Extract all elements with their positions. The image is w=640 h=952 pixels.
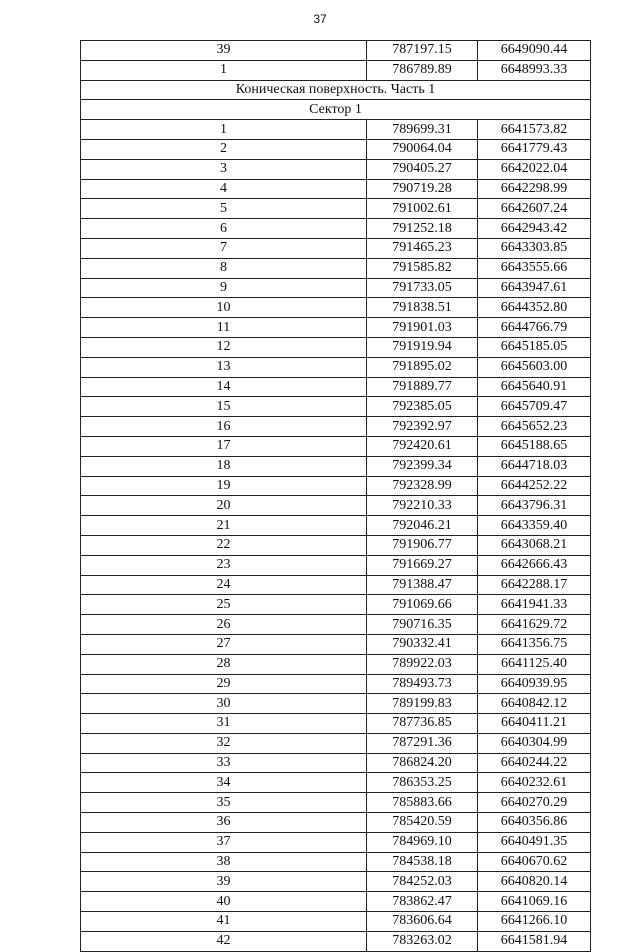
y-coordinate-cell: 6641779.43 [478, 139, 591, 159]
y-coordinate-cell: 6644766.79 [478, 318, 591, 338]
x-coordinate-cell: 784538.18 [367, 852, 478, 872]
point-number-cell: 24 [81, 575, 367, 595]
table-row [81, 516, 591, 536]
point-number-cell: 39 [81, 41, 367, 61]
point-number-cell: 13 [81, 357, 367, 377]
table-row [81, 852, 591, 872]
table-row [81, 595, 591, 615]
table-row [81, 535, 591, 555]
point-number-cell: 14 [81, 377, 367, 397]
point-number-cell: 39 [81, 872, 367, 892]
table-row [81, 832, 591, 852]
point-number-cell: 21 [81, 516, 367, 536]
x-coordinate-cell: 792385.05 [367, 397, 478, 417]
table-row [81, 199, 591, 219]
table-row [81, 456, 591, 476]
table-row [81, 575, 591, 595]
point-number-cell: 2 [81, 139, 367, 159]
table-row [81, 892, 591, 912]
table-row [81, 793, 591, 813]
table-row [81, 694, 591, 714]
point-number-cell: 41 [81, 912, 367, 932]
x-coordinate-cell: 791669.27 [367, 555, 478, 575]
x-coordinate-cell: 791388.47 [367, 575, 478, 595]
x-coordinate-cell: 786824.20 [367, 753, 478, 773]
table-row [81, 318, 591, 338]
point-number-cell: 12 [81, 337, 367, 357]
y-coordinate-cell: 6642022.04 [478, 159, 591, 179]
y-coordinate-cell: 6640842.12 [478, 694, 591, 714]
y-coordinate-cell: 6640820.14 [478, 872, 591, 892]
table-row [81, 654, 591, 674]
x-coordinate-cell: 791901.03 [367, 318, 478, 338]
point-number-cell: 17 [81, 436, 367, 456]
point-number-cell: 10 [81, 298, 367, 318]
x-coordinate-cell: 786353.25 [367, 773, 478, 793]
point-number-cell: 9 [81, 278, 367, 298]
table-row [81, 139, 591, 159]
point-number-cell: 11 [81, 318, 367, 338]
section-header-row [81, 80, 591, 100]
y-coordinate-cell: 6640270.29 [478, 793, 591, 813]
x-coordinate-cell: 783263.02 [367, 931, 478, 951]
table-row [81, 41, 591, 61]
table-row [81, 397, 591, 417]
point-number-cell: 22 [81, 535, 367, 555]
x-coordinate-cell: 792328.99 [367, 476, 478, 496]
x-coordinate-cell: 792046.21 [367, 516, 478, 536]
x-coordinate-cell: 792210.33 [367, 496, 478, 516]
y-coordinate-cell: 6645185.05 [478, 337, 591, 357]
y-coordinate-cell: 6643303.85 [478, 238, 591, 258]
point-number-cell: 35 [81, 793, 367, 813]
x-coordinate-cell: 791906.77 [367, 535, 478, 555]
y-coordinate-cell: 6645188.65 [478, 436, 591, 456]
y-coordinate-cell: 6649090.44 [478, 41, 591, 61]
y-coordinate-cell: 6641069.16 [478, 892, 591, 912]
point-number-cell: 8 [81, 258, 367, 278]
table-row [81, 337, 591, 357]
x-coordinate-cell: 791919.94 [367, 337, 478, 357]
table-row [81, 159, 591, 179]
table-row [81, 219, 591, 239]
point-number-cell: 30 [81, 694, 367, 714]
coordinates-table-body [81, 41, 591, 952]
y-coordinate-cell: 6648993.33 [478, 60, 591, 80]
point-number-cell: 23 [81, 555, 367, 575]
y-coordinate-cell: 6641581.94 [478, 931, 591, 951]
x-coordinate-cell: 784252.03 [367, 872, 478, 892]
sector-header-row [81, 100, 591, 120]
x-coordinate-cell: 787291.36 [367, 733, 478, 753]
x-coordinate-cell: 789493.73 [367, 674, 478, 694]
point-number-cell: 38 [81, 852, 367, 872]
x-coordinate-cell: 790064.04 [367, 139, 478, 159]
y-coordinate-cell: 6641266.10 [478, 912, 591, 932]
point-number-cell: 26 [81, 615, 367, 635]
table-row [81, 674, 591, 694]
y-coordinate-cell: 6640939.95 [478, 674, 591, 694]
table-row [81, 278, 591, 298]
table-row [81, 377, 591, 397]
x-coordinate-cell: 785420.59 [367, 813, 478, 833]
point-number-cell: 32 [81, 733, 367, 753]
table-row [81, 872, 591, 892]
y-coordinate-cell: 6642288.17 [478, 575, 591, 595]
table-row [81, 813, 591, 833]
coordinates-table [80, 40, 591, 952]
table-row [81, 258, 591, 278]
table-row [81, 120, 591, 140]
table-row [81, 733, 591, 753]
table-row [81, 615, 591, 635]
point-number-cell: 33 [81, 753, 367, 773]
table-row [81, 436, 591, 456]
point-number-cell: 15 [81, 397, 367, 417]
y-coordinate-cell: 6643068.21 [478, 535, 591, 555]
x-coordinate-cell: 792420.61 [367, 436, 478, 456]
point-number-cell: 25 [81, 595, 367, 615]
table-row [81, 714, 591, 734]
x-coordinate-cell: 787197.15 [367, 41, 478, 61]
table-row [81, 476, 591, 496]
y-coordinate-cell: 6640356.86 [478, 813, 591, 833]
y-coordinate-cell: 6644352.80 [478, 298, 591, 318]
point-number-cell: 1 [81, 120, 367, 140]
y-coordinate-cell: 6642607.24 [478, 199, 591, 219]
x-coordinate-cell: 791585.82 [367, 258, 478, 278]
x-coordinate-cell: 791889.77 [367, 377, 478, 397]
y-coordinate-cell: 6640670.62 [478, 852, 591, 872]
point-number-cell: 28 [81, 654, 367, 674]
point-number-cell: 3 [81, 159, 367, 179]
table-row [81, 60, 591, 80]
y-coordinate-cell: 6640304.99 [478, 733, 591, 753]
y-coordinate-cell: 6641941.33 [478, 595, 591, 615]
y-coordinate-cell: 6643796.31 [478, 496, 591, 516]
point-number-cell: 37 [81, 832, 367, 852]
x-coordinate-cell: 791252.18 [367, 219, 478, 239]
table-row [81, 179, 591, 199]
table-row [81, 555, 591, 575]
x-coordinate-cell: 791838.51 [367, 298, 478, 318]
point-number-cell: 29 [81, 674, 367, 694]
y-coordinate-cell: 6643359.40 [478, 516, 591, 536]
x-coordinate-cell: 790332.41 [367, 634, 478, 654]
table-row [81, 753, 591, 773]
table-row [81, 931, 591, 951]
x-coordinate-cell: 783862.47 [367, 892, 478, 912]
point-number-cell: 7 [81, 238, 367, 258]
point-number-cell: 40 [81, 892, 367, 912]
y-coordinate-cell: 6641125.40 [478, 654, 591, 674]
y-coordinate-cell: 6641356.75 [478, 634, 591, 654]
x-coordinate-cell: 791895.02 [367, 357, 478, 377]
x-coordinate-cell: 787736.85 [367, 714, 478, 734]
point-number-cell: 1 [81, 60, 367, 80]
y-coordinate-cell: 6640244.22 [478, 753, 591, 773]
y-coordinate-cell: 6643555.66 [478, 258, 591, 278]
point-number-cell: 4 [81, 179, 367, 199]
y-coordinate-cell: 6640491.35 [478, 832, 591, 852]
x-coordinate-cell: 785883.66 [367, 793, 478, 813]
x-coordinate-cell: 790716.35 [367, 615, 478, 635]
y-coordinate-cell: 6642298.99 [478, 179, 591, 199]
table-row [81, 634, 591, 654]
table-row [81, 496, 591, 516]
x-coordinate-cell: 791465.23 [367, 238, 478, 258]
y-coordinate-cell: 6645603.00 [478, 357, 591, 377]
y-coordinate-cell: 6641573.82 [478, 120, 591, 140]
table-row [81, 238, 591, 258]
table-row [81, 912, 591, 932]
x-coordinate-cell: 791069.66 [367, 595, 478, 615]
x-coordinate-cell: 790719.28 [367, 179, 478, 199]
table-row [81, 357, 591, 377]
point-number-cell: 36 [81, 813, 367, 833]
y-coordinate-cell: 6640232.61 [478, 773, 591, 793]
point-number-cell: 34 [81, 773, 367, 793]
y-coordinate-cell: 6640411.21 [478, 714, 591, 734]
point-number-cell: 42 [81, 931, 367, 951]
x-coordinate-cell: 783606.64 [367, 912, 478, 932]
y-coordinate-cell: 6643947.61 [478, 278, 591, 298]
x-coordinate-cell: 792392.97 [367, 417, 478, 437]
x-coordinate-cell: 791733.05 [367, 278, 478, 298]
section-title: Коническая поверхность. Часть 1 [81, 80, 591, 100]
x-coordinate-cell: 791002.61 [367, 199, 478, 219]
point-number-cell: 16 [81, 417, 367, 437]
x-coordinate-cell: 792399.34 [367, 456, 478, 476]
point-number-cell: 20 [81, 496, 367, 516]
x-coordinate-cell: 784969.10 [367, 832, 478, 852]
point-number-cell: 18 [81, 456, 367, 476]
point-number-cell: 5 [81, 199, 367, 219]
y-coordinate-cell: 6645640.91 [478, 377, 591, 397]
point-number-cell: 19 [81, 476, 367, 496]
y-coordinate-cell: 6645652.23 [478, 417, 591, 437]
x-coordinate-cell: 789699.31 [367, 120, 478, 140]
y-coordinate-cell: 6645709.47 [478, 397, 591, 417]
table-row [81, 298, 591, 318]
y-coordinate-cell: 6642943.42 [478, 219, 591, 239]
table-row [81, 417, 591, 437]
y-coordinate-cell: 6642666.43 [478, 555, 591, 575]
point-number-cell: 6 [81, 219, 367, 239]
table-row [81, 773, 591, 793]
sector-title: Сектор 1 [81, 100, 591, 120]
x-coordinate-cell: 789199.83 [367, 694, 478, 714]
point-number-cell: 27 [81, 634, 367, 654]
x-coordinate-cell: 789922.03 [367, 654, 478, 674]
y-coordinate-cell: 6644252.22 [478, 476, 591, 496]
page-number: 37 [313, 12, 327, 26]
y-coordinate-cell: 6641629.72 [478, 615, 591, 635]
x-coordinate-cell: 786789.89 [367, 60, 478, 80]
point-number-cell: 31 [81, 714, 367, 734]
x-coordinate-cell: 790405.27 [367, 159, 478, 179]
y-coordinate-cell: 6644718.03 [478, 456, 591, 476]
